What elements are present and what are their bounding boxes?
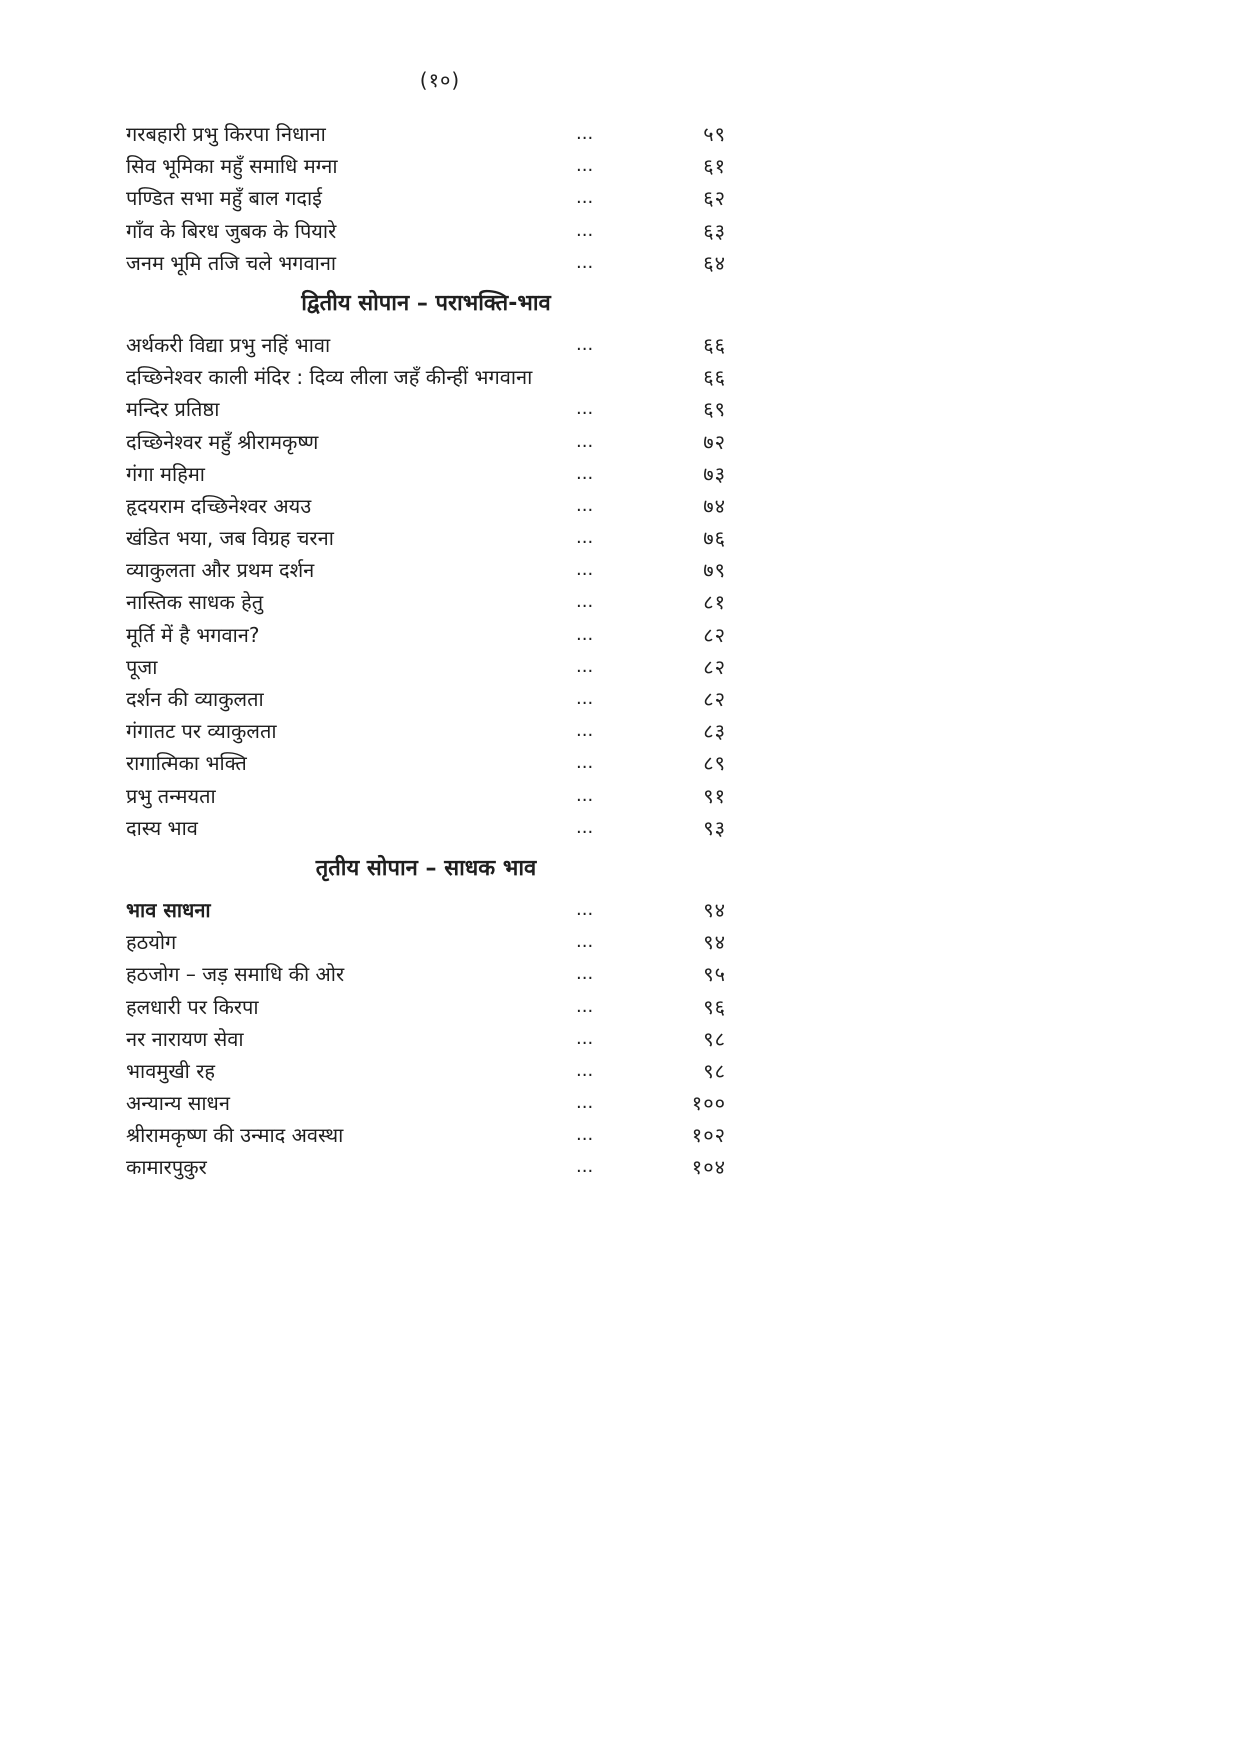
- toc-entry-leader: ...: [576, 720, 594, 742]
- toc-entry-page: ९८: [703, 1058, 726, 1083]
- toc-entry-leader: ...: [576, 752, 594, 774]
- toc-entry-leader: ...: [576, 398, 594, 420]
- toc-entry: [126, 426, 726, 458]
- toc-entry-leader: ...: [576, 430, 594, 452]
- toc-entry-title: भाव साधना: [126, 897, 211, 922]
- toc-entry-page: ९१: [703, 783, 726, 808]
- toc-entry-page: ६३: [703, 218, 726, 243]
- toc-entry: [126, 1119, 726, 1151]
- toc-entry-title: गंगा महिमा: [126, 461, 205, 486]
- toc-entry-title: हठयोग: [126, 930, 177, 955]
- toc-entry-leader: ...: [576, 623, 594, 645]
- toc-entry-leader: ...: [576, 1156, 594, 1178]
- toc-entry-title: गंगातट पर व्याकुलता: [126, 719, 277, 744]
- toc-entry-leader: ...: [576, 494, 594, 516]
- toc-entry: [126, 812, 726, 844]
- toc-entry-title: व्याकुलता और प्रथम दर्शन: [126, 558, 315, 583]
- toc-entry-leader: ...: [576, 155, 594, 177]
- toc-entry-page: ८२: [703, 687, 726, 711]
- table-of-contents: [126, 118, 726, 1184]
- toc-entry: [126, 926, 726, 958]
- toc-entry: [126, 958, 726, 990]
- toc-entry-page: ५९: [703, 122, 726, 146]
- toc-entry-page: ९४: [703, 930, 726, 955]
- toc-entry-leader: ...: [576, 816, 594, 838]
- toc-entry: [126, 329, 726, 361]
- toc-entry-title: पूजा: [126, 654, 158, 679]
- toc-entry-leader: ...: [576, 591, 594, 613]
- toc-entry: [126, 247, 726, 279]
- toc-entry: [126, 1087, 726, 1119]
- toc-entry-page: १०२: [691, 1123, 726, 1148]
- toc-entry-title: श्रीरामकृष्ण की उन्माद अवस्था: [126, 1123, 344, 1148]
- toc-entry-title: गाँव के बिरध जुबक के पियारे: [126, 218, 337, 243]
- toc-entry: [126, 619, 726, 651]
- toc-entry: [126, 458, 726, 490]
- toc-entry: [126, 780, 726, 812]
- toc-entry-page: ८२: [703, 622, 726, 647]
- toc-entry-leader: ...: [576, 1027, 594, 1049]
- toc-entry: [126, 651, 726, 683]
- toc-entry-title: गरबहारी प्रभु किरपा निधाना: [126, 122, 326, 146]
- toc-entry-page: ७९: [703, 558, 726, 583]
- toc-entry-title: प्रभु तन्मयता: [126, 783, 216, 808]
- toc-entry-page: ९४: [703, 897, 726, 922]
- toc-entry-leader: ...: [576, 1092, 594, 1114]
- toc-entry-page: ६६: [703, 365, 726, 390]
- toc-entry-leader: ...: [576, 1124, 594, 1146]
- toc-entry-title: खंडित भया, जब विग्रह चरना: [126, 526, 334, 551]
- toc-entry-page: ६६: [703, 332, 726, 357]
- toc-entry-page: ९५: [703, 962, 726, 987]
- toc-entry-title: दास्य भाव: [126, 815, 198, 840]
- toc-entry-leader: ...: [576, 1059, 594, 1081]
- toc-entry-title: सिव भूमिका महुँ समाधि मग्ना: [126, 154, 338, 179]
- toc-entry: [126, 991, 726, 1023]
- section-heading: तृतीय सोपान – साधक भाव: [315, 855, 537, 881]
- toc-entry-leader: ...: [576, 219, 594, 241]
- toc-entry-title: भावमुखी रह: [126, 1058, 216, 1083]
- toc-entry-page: ८१: [703, 590, 726, 615]
- toc-entry: [126, 586, 726, 618]
- toc-entry-title: पण्डित सभा महुँ बाल गदाई: [126, 186, 322, 211]
- toc-entry-page: ७४: [703, 493, 726, 518]
- toc-entry-leader: ...: [576, 251, 594, 273]
- toc-entry-title: जनम भूमि तजि चले भगवाना: [126, 250, 337, 275]
- toc-entry: [126, 683, 726, 715]
- toc-entry-page: १०४: [691, 1155, 726, 1180]
- toc-entry-page: ९८: [703, 1026, 726, 1051]
- toc-entry-leader: ...: [576, 527, 594, 549]
- page-number: (१०): [419, 68, 461, 92]
- toc-entry: [126, 747, 726, 779]
- toc-entry-title: मूर्ति में है भगवान?: [126, 622, 260, 647]
- toc-entry: [126, 150, 726, 182]
- toc-entry: [126, 1151, 726, 1183]
- toc-entry-title: कामारपुकुर: [126, 1155, 207, 1180]
- section-heading: द्वितीय सोपान – पराभक्ति-भाव: [301, 290, 551, 316]
- toc-entry-page: ६१: [703, 154, 726, 179]
- toc-entry-leader: ...: [576, 898, 594, 920]
- toc-entry-title: नास्तिक साधक हेतु: [126, 590, 264, 615]
- toc-entry: [126, 894, 726, 926]
- toc-entry-title: हृदयराम दच्छिनेश्वर अयउ: [126, 493, 312, 518]
- toc-entry: [126, 182, 726, 214]
- toc-entry-leader: ...: [576, 462, 594, 484]
- toc-entry-page: ७६: [703, 526, 726, 551]
- toc-entry-title: मन्दिर प्रतिष्ठा: [126, 397, 220, 422]
- toc-entry-page: ९६: [703, 994, 726, 1019]
- toc-entry-leader: ...: [576, 995, 594, 1017]
- toc-entry: [126, 118, 726, 150]
- toc-entry-page: ८९: [703, 751, 726, 776]
- toc-entry-title: हलधारी पर किरपा: [126, 994, 259, 1019]
- toc-entry: [126, 522, 726, 554]
- toc-entry-page: ६४: [703, 250, 726, 275]
- toc-entry-title: अन्यान्य साधन: [126, 1091, 230, 1116]
- toc-entry-page: ८२: [703, 654, 726, 679]
- toc-entry-title: रागात्मिका भक्ति: [126, 751, 247, 776]
- toc-entry-page: ७३: [703, 461, 726, 486]
- toc-entry: [126, 361, 726, 393]
- toc-entry: [126, 554, 726, 586]
- toc-entry-leader: ...: [576, 688, 594, 709]
- toc-entry-page: ८३: [703, 719, 726, 744]
- toc-entry-leader: ...: [576, 187, 594, 209]
- toc-entry-page: ६२: [703, 186, 726, 211]
- toc-entry-title: हठजोग – जड़ समाधि की ओर: [126, 962, 345, 987]
- toc-entry-page: ९३: [703, 815, 726, 840]
- toc-entry-leader: ...: [576, 559, 594, 581]
- toc-entry-leader: ...: [576, 333, 594, 355]
- toc-entry: [126, 715, 726, 747]
- toc-entry-leader: ...: [576, 784, 594, 806]
- toc-entry-leader: ...: [576, 963, 594, 985]
- toc-entry: [126, 490, 726, 522]
- toc-entry-title: दच्छिनेश्वर काली मंदिर : दिव्य लीला जहँ कीन्हीं भगवाना: [126, 365, 533, 390]
- toc-entry-title: अर्थकरी विद्या प्रभु नहिं भावा: [126, 332, 331, 357]
- toc-entry: [126, 215, 726, 247]
- toc-entry-title: दच्छिनेश्वर महुँ श्रीरामकृष्ण: [126, 429, 319, 454]
- toc-entry-page: ७२: [703, 429, 726, 454]
- toc-entry: [126, 1023, 726, 1055]
- toc-entry-leader: ...: [576, 123, 594, 144]
- toc-entry: [126, 1055, 726, 1087]
- toc-entry-title: नर नारायण सेवा: [126, 1026, 244, 1051]
- toc-entry: [126, 393, 726, 425]
- toc-entry-leader: ...: [576, 931, 594, 953]
- toc-entry-leader: ...: [576, 655, 594, 677]
- toc-entry-title: दर्शन की व्याकुलता: [126, 687, 264, 711]
- toc-entry-page: ६९: [703, 397, 726, 422]
- toc-entry-page: १००: [691, 1091, 726, 1116]
